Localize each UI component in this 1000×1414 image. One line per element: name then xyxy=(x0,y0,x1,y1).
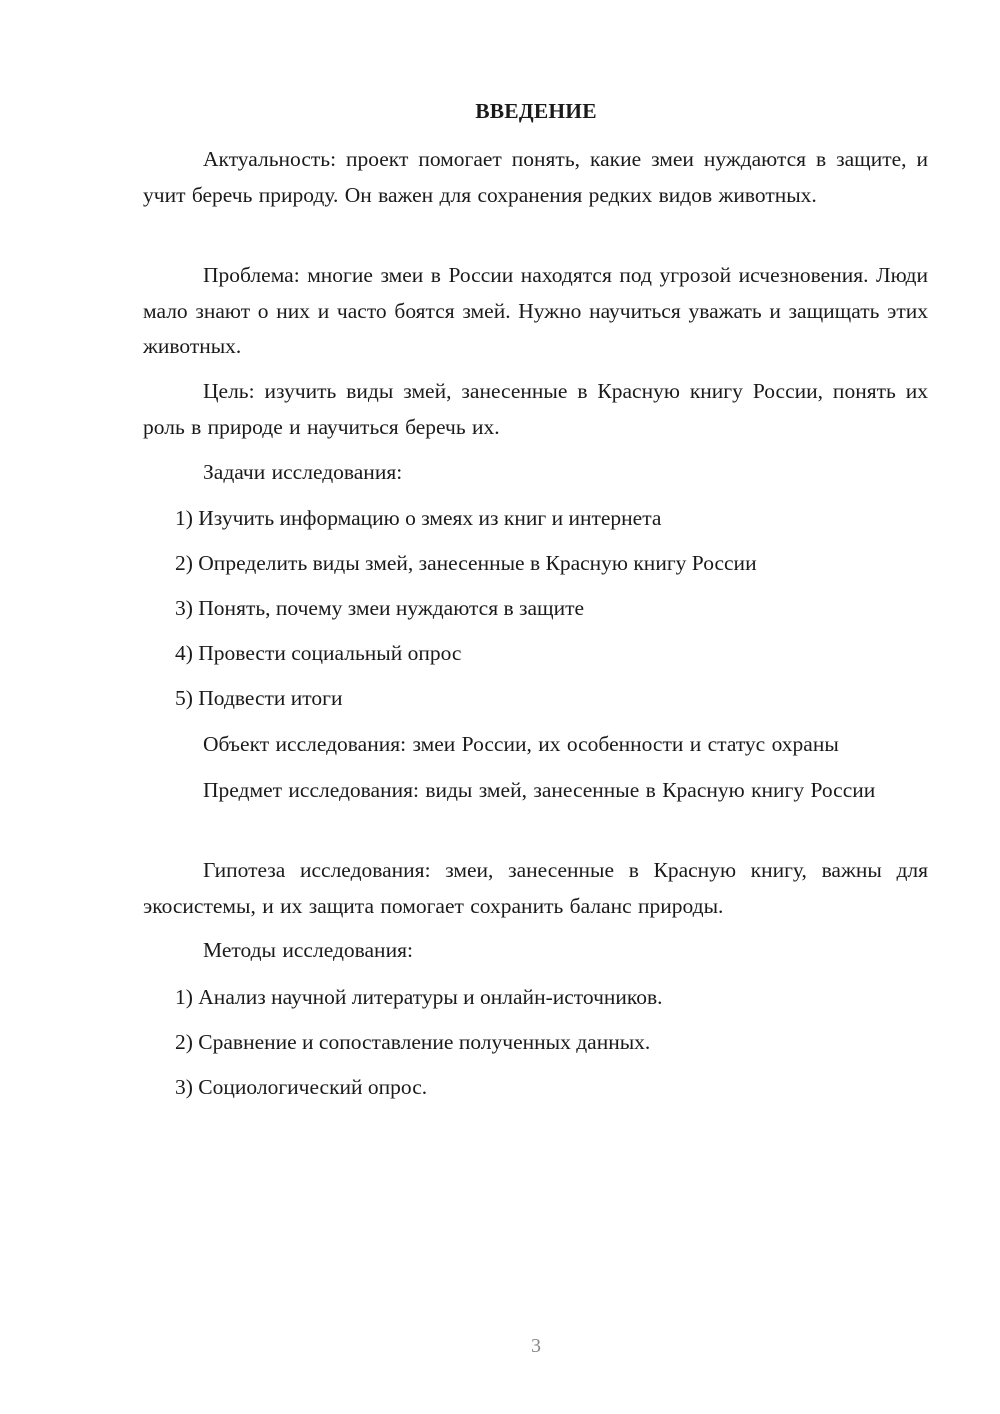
object-paragraph: Объект исследования: змеи России, их особенности и статус охраны xyxy=(203,732,839,756)
task-item: 5) Подвести итоги xyxy=(175,686,343,710)
tasks-heading: Задачи исследования: xyxy=(203,460,403,484)
section-heading: ВВЕДЕНИЕ xyxy=(475,99,597,123)
methods-heading: Методы исследования: xyxy=(203,938,413,962)
method-item: 2) Сравнение и сопоставление полученных данных. xyxy=(175,1030,651,1054)
subject-paragraph: Предмет исследования: виды змей, занесенные в Красную книгу России xyxy=(203,778,876,802)
relevance-paragraph: Актуальность: проект помогает понять, какие змеи нуждаются в защите, и учит беречь природу. Он важен для сохранения редких видов животных. xyxy=(143,147,928,207)
task-item: 3) Понять, почему змеи нуждаются в защите xyxy=(175,596,585,620)
method-item: 1) Анализ научной литературы и онлайн-источников. xyxy=(175,985,663,1009)
task-item: 1) Изучить информацию о змеях из книг и интернета xyxy=(175,506,662,530)
problem-paragraph: Проблема: многие змеи в России находятся под угрозой исчезновения. Люди мало знают о них и часто боятся змей. Нужно научиться уважать и защищать этих животных. xyxy=(143,263,928,358)
goal-paragraph: Цель: изучить виды змей, занесенные в Красную книгу России, понять их роль в природе и научиться беречь их. xyxy=(143,379,928,439)
task-item: 2) Определить виды змей, занесенные в Красную книгу России xyxy=(175,551,757,575)
hypothesis-paragraph: Гипотеза исследования: змеи, занесенные в Красную книгу, важны для экосистемы, и их защита помогает сохранить баланс природы. xyxy=(143,858,928,918)
task-item: 4) Провести социальный опрос xyxy=(175,641,462,665)
method-item: 3) Социологический опрос. xyxy=(175,1075,428,1099)
page-number: 3 xyxy=(531,1335,541,1357)
